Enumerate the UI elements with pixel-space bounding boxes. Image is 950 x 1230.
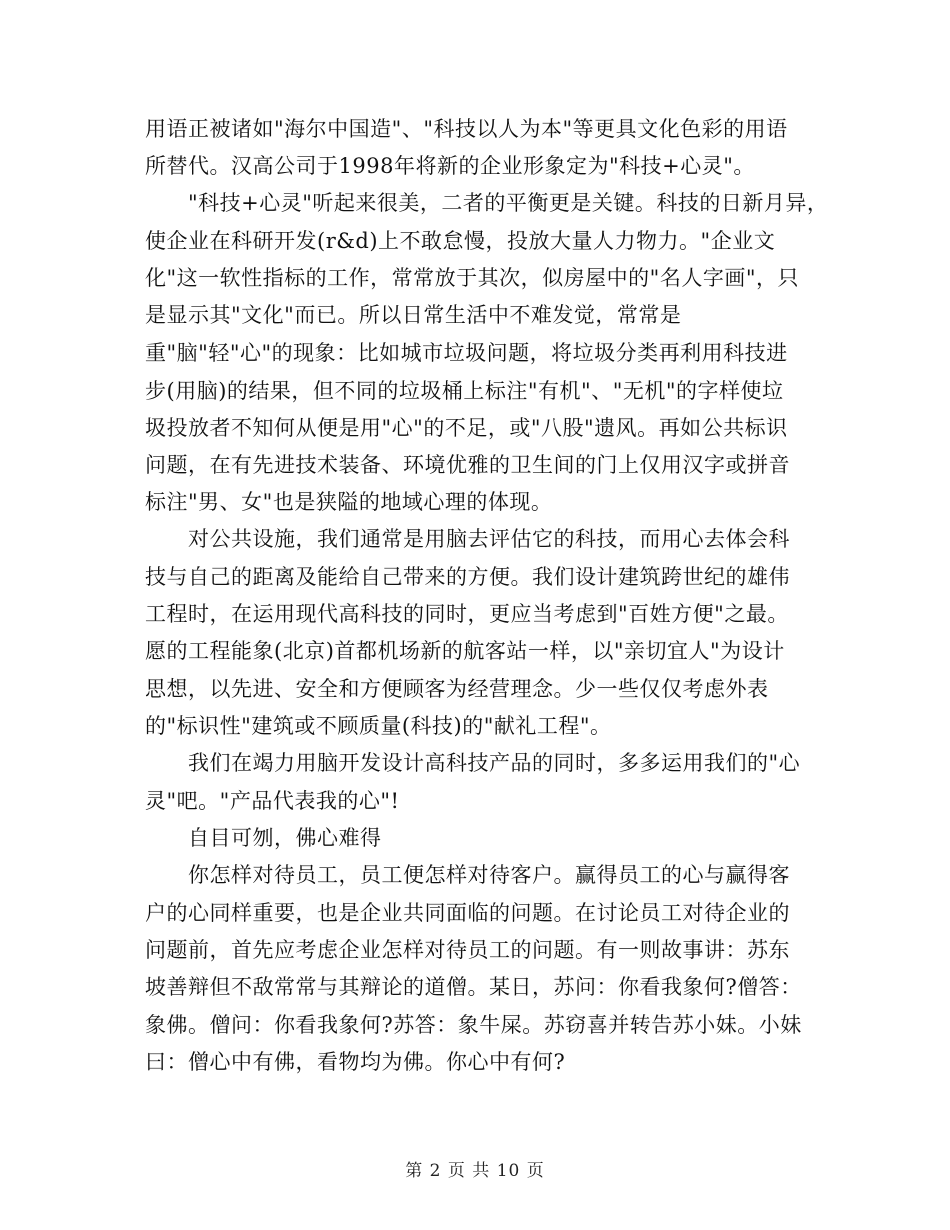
text-line: 步(用脑)的结果，但不同的垃圾桶上标注"有机"、"无机"的字样使垃: [145, 379, 784, 403]
text-line: 是显示其"文化"而已。所以日常生活中不难发觉，常常是: [145, 303, 682, 327]
page-footer: 第 2 页 共 10 页: [405, 1161, 545, 1181]
text-line: 坡善辩但不敌常常与其辩论的道僧。某日，苏问：你看我象何?僧答：: [145, 975, 802, 999]
text-line: "科技+心灵"听起来很美，二者的平衡更是关键。科技的日新月异，: [188, 191, 829, 215]
text-line: 我们在竭力用脑开发设计高科技产品的同时，多多运用我们的"心: [188, 751, 801, 775]
section-heading: 自目可刎，佛心难得: [188, 826, 382, 850]
text-line: 户的心同样重要，也是企业共同面临的问题。在讨论员工对待企业的: [145, 901, 790, 925]
text-line: 技与自己的距离及能给自己带来的方便。我们设计建筑跨世纪的雄伟: [145, 565, 790, 589]
text-line: 对公共设施，我们通常是用脑去评估它的科技，而用心去体会科: [188, 527, 790, 551]
text-line: 所替代。汉高公司于1998年将新的企业形象定为"科技+心灵"。: [145, 154, 755, 178]
text-line: 工程时，在运用现代高科技的同时，更应当考虑到"百姓方便"之最。: [145, 602, 789, 626]
text-line: 问题，在有先进技术装备、环境优雅的卫生间的门上仅用汉字或拼音: [145, 453, 790, 477]
text-line: 灵"吧。"产品代表我的心"!: [145, 789, 400, 813]
text-line: 用语正被诸如"海尔中国造"、"科技以人为本"等更具文化色彩的用语: [145, 117, 788, 141]
text-line: 思想，以先进、安全和方便顾客为经营理念。少一些仅仅考虑外表: [145, 677, 769, 701]
text-line: 标注"男、女"也是狭隘的地域心理的体现。: [145, 490, 553, 514]
text-line: 象佛。僧问：你看我象何?苏答：象牛屎。苏窃喜并转告苏小妹。小妹: [145, 1013, 802, 1037]
text-line: 的"标识性"建筑或不顾质量(科技)的"献礼工程"。: [145, 714, 612, 738]
text-line: 你怎样对待员工，员工便怎样对待客户。赢得员工的心与赢得客: [188, 863, 790, 887]
text-line: 重"脑"轻"心"的现象：比如城市垃圾问题，将垃圾分类再利用科技进: [145, 341, 788, 365]
text-line: 化"这一软性指标的工作，常常放于其次，似房屋中的"名人字画"，只: [145, 266, 799, 290]
text-line: 问题前，首先应考虑企业怎样对待员工的问题。有一则故事讲：苏东: [145, 938, 790, 962]
text-line: 使企业在科研开发(r&d)上不敢怠慢，投放大量人力物力。"企业文: [145, 229, 776, 253]
text-line: 愿的工程能象(北京)首都机场新的航客站一样，以"亲切宜人"为设计: [145, 639, 785, 663]
text-line: 圾投放者不知何从便是用"心"的不足，或"八股"遗风。再如公共标识: [145, 416, 788, 440]
text-line: 曰：僧心中有佛，看物均为佛。你心中有何?: [145, 1050, 566, 1074]
